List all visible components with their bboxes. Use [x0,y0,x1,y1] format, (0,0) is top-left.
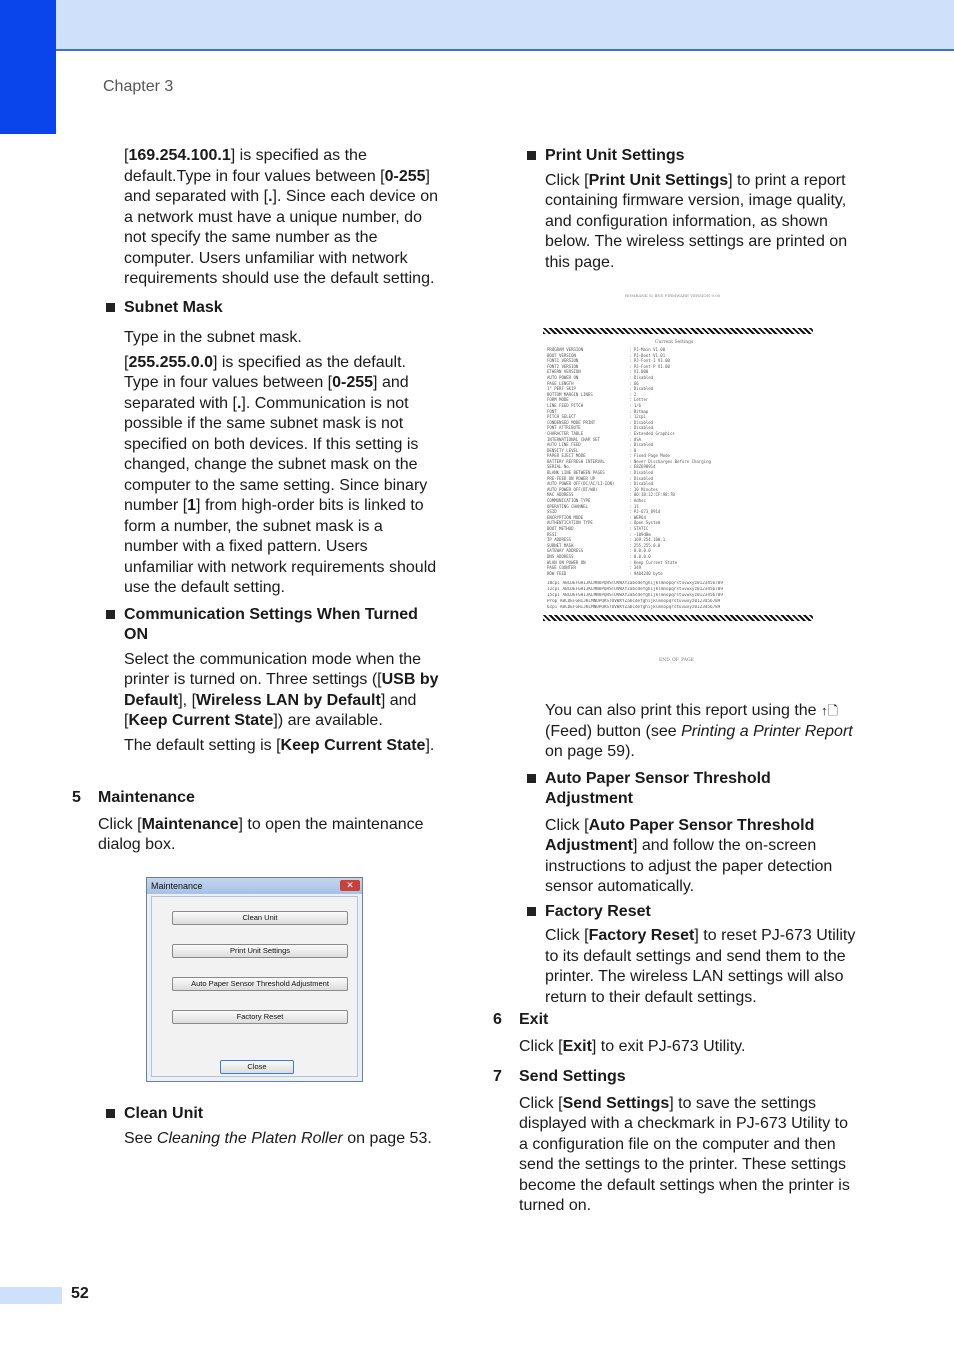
send-settings-paragraph: Click [Send Settings] to save the settings displayed with a checkmark in PJ-673 Utility to a configuration file on the computer and then send the settings to the printer. These settings become the default settings when the printer is turned on. [519,1094,850,1214]
clean-unit-heading: Clean Unit [124,1104,454,1125]
report-row-key: FONT1 VERSION [547,358,579,364]
report-row-value: : Disabled [629,470,654,476]
report-row-key: SUBNET MASK [547,542,574,548]
report-row-value: : Fixed Page Mode [629,453,670,459]
report-row-value: : 0.0.0.0 [629,548,651,554]
report-sample-line: 12cpi ABCDEFGHIJKLMNOPQRSTUVWXYZabcdefghijklmnopqrstuvwxyz0123456789 [547,587,723,592]
report-row-key: ROW FEED [547,570,567,576]
report-row-value: : Extended Graphics [629,430,675,436]
report-row-value: : Disabled [629,425,654,431]
chapter-label: Chapter 3 [103,78,174,95]
report-row [547,571,809,577]
report-row-value: : Keep Current State [629,559,678,565]
ip-address-paragraph: [169.254.100.1] is specified as the default.Type in four values between [0-255] and separated with [.]. Since each device on a network must have a unique number, do not specify the same number as the computer. Users unfamiliar with network requirements should use the default setting. [124,147,438,287]
report-row-value: : 66 [629,380,639,386]
report-row-value: : WEP64 [629,514,646,520]
maintenance-section [72,788,440,856]
report-row-value: : USA [629,436,642,442]
report-bottom-border [543,615,813,621]
report-row-key: MAC ADDRESS [547,492,574,498]
report-row-key: FONT ATTRIBUTE [547,425,581,431]
settings-report-image [543,293,813,678]
report-row-key: COMMUNICATION TYPE [547,498,591,504]
report-row-key: PROGRAM VERSION [547,347,584,352]
report-row-key: FONT2 VERSION [547,363,579,369]
report-row-key: FONT [547,408,557,414]
report-row-value: : 9404240 byte [629,570,663,576]
report-row-value: : Adhoc [629,498,646,504]
auto-paper-paragraph: Click [Auto Paper Sensor Threshold Adjustment] and follow the on-screen instructions to adjust the paper detection sensor automatically. [545,816,833,895]
report-row-value: : Disabled [629,386,654,392]
feed-button-paragraph: You can also print this report using the ↑🗋 (Feed) button (see Printing a Printer Report on page 59). [545,702,853,760]
dialog-title: Maintenance [151,881,203,891]
report-row-value: : Bitmap [629,408,649,414]
comm-settings-heading: Communication Settings When Turned ON [124,605,440,646]
report-row-key: INTERNATIONAL CHAR SET [547,436,600,442]
report-row-key: SERIAL No. [547,464,572,470]
report-row-value: : 2 [629,391,637,397]
report-row-key: BATTERY REFRESH INTERVAL [547,458,605,464]
report-title: Current Settings [655,340,694,345]
report-rows [547,347,809,576]
report-row-key: OPERATING CHANNEL [547,503,588,509]
maintenance-heading: 5 Maintenance [72,789,195,806]
report-row-key: SSID [547,509,557,515]
right-lower-column [545,701,861,1008]
report-row-key: PAPER EJECT MODE [547,453,586,459]
report-row-key: DENSITY LEVEL [547,447,579,453]
print-unit-settings-button[interactable]: Print Unit Settings [172,944,348,958]
report-sample-line: Prop ABCDEFGHIJKLMNOPQRSTUVWXYZabcdefghijklmnopqrstuvwxyz0123456789 [547,599,721,604]
report-row-value: : 12cpi [629,414,646,420]
report-end-of-page: END_OF_PAGE [659,658,694,663]
report-row-value: : 1/6 [629,402,642,408]
report-row-key: PAGE COUNTER [547,565,576,571]
report-row-value: : 255.255.0.0 [629,542,661,548]
subnet-mask-paragraph: [255.255.0.0] is specified as the default. Type in four values between [0-255] and separated with [.]. Communication is not possible if the same subnet mask is not specified on both devices. If this setting is changed, change the subnet mask on the computer to the same setting. Since binary number [1] from high-order bits is linked to form a number, the subnet mask is a number with a fixed pattern. Users unfamiliar with network requirements should use the default setting. [124,353,437,596]
report-row-key: DNS ADDRESS [547,553,574,559]
report-row-value: : Disabled [629,374,654,380]
print-unit-section [545,146,861,273]
report-row-value: : PJ-Main V1.00 [629,347,666,352]
report-row-key: GATEWAY ADDRESS [547,548,584,554]
top-header-bar [0,0,954,51]
report-row-value: : Disabled [629,481,654,487]
report-row-value: : Open System [629,520,661,526]
report-row-key: PITCH SELECT [547,414,576,420]
report-row-key: BOOT VERSION [547,352,576,358]
report-sample-line: 10cpi ABCDEFGHIJKLMNOPQRSTUVWXYZabcdefghijklmnopqrstuvwxyz0123456789 [547,581,723,586]
report-header: ROMBANK S/ BNS FIRMWARE VERSION 0.00 [625,293,721,298]
report-row-value: : -109dBm [629,531,651,537]
report-row-key: ETHERN VERSION [547,369,581,375]
report-row-key: AUTO POWER OFF(BT/WB) [547,486,598,492]
report-row-key: AUTHENTICATION TYPE [547,520,593,526]
factory-reset-heading: Factory Reset [545,902,861,923]
report-row-value: : 00:1B:12:CF:98:7B [629,492,675,498]
exit-heading: 6 Exit [493,1011,549,1028]
report-row-key: RSSI [547,531,557,537]
report-row-value: : Disabled [629,419,654,425]
report-row-value: : 0.0.0.0 [629,553,651,559]
subnet-mask-heading: Subnet Mask [124,298,440,319]
report-row-key: WLAN ON POWER ON [547,559,586,565]
report-row-value: : PJ-673_8914 [629,509,661,515]
close-icon[interactable]: ✕ [340,880,360,891]
report-top-border [543,328,813,334]
dialog-body [151,896,358,1077]
exit-send-section [493,1010,861,1217]
print-unit-paragraph: Click [Print Unit Settings] to print a report containing firmware version, image quality, and configuration information, as shown below. The wireless settings are printed on this page. [545,171,848,271]
report-row-key: AUTO POWER OFF(DC/AC/LI-ION) [547,481,615,487]
report-row-value: : 169.254.100.1 [629,537,666,543]
print-unit-heading: Print Unit Settings [545,146,861,167]
exit-paragraph: Click [Exit] to exit PJ-673 Utility. [519,1037,746,1055]
report-sample-line: 6cpi ABCDEFGHIJKLMNOPQRSTUVWXYZabcdefghijklmnopqrstuvwxyz0123456789 [547,605,721,610]
feed-icon: ↑🗋 [821,703,838,718]
clean-unit-section [124,1104,454,1149]
report-row-key: 1" PERF SKIP [547,386,576,392]
report-row-key: CONDENSED MODE PRINT [547,419,596,425]
left-column [124,146,440,762]
subnet-mask-intro: Type in the subnet mask. [124,329,302,346]
report-row-value: : Disabled [629,475,654,481]
chapter-side-tab [0,0,56,134]
report-row-key: CHARACTER TABLE [547,430,584,436]
maintenance-dialog [146,877,363,1082]
comm-settings-paragraph: Select the communication mode when the printer is turned on. Three settings ([USB by Default], [Wireless LAN by Default] and [Keep Current State]) are available. [124,650,439,729]
report-row-value: : V1.000 [629,369,649,375]
report-row-key: LINE FEED PITCH [547,402,584,408]
clean-unit-paragraph: See Cleaning the Platen Roller on page 53. [124,1129,432,1147]
report-row-value: : 10 Minutes [629,486,658,492]
report-row-key: BLANK LINE BETWEEN PAGES [547,470,605,476]
report-row-key: BOTTOM MARGIN LINES [547,391,593,397]
report-row-value: : PJ-Boot V1.01 [629,352,666,358]
report-row-key: BOOT METHOD [547,526,574,531]
page-number: 52 [71,1285,89,1302]
dialog-close-button[interactable]: Close [220,1060,294,1074]
report-row-key: PAGE LENGTH [547,380,574,386]
factory-reset-button[interactable]: Factory Reset [172,1010,348,1024]
maintenance-paragraph: Click [Maintenance] to open the maintenance dialog box. [98,815,424,853]
factory-reset-paragraph: Click [Factory Reset] to reset PJ-673 Utility to its default settings and send them to the printer. The wireless LAN settings will also return to their default settings. [545,927,856,1006]
report-row-value: : PJ-Font-1 V1.00 [629,358,670,364]
dialog-title-bar [147,878,362,894]
comm-default-paragraph: The default setting is [Keep Current State]. [124,736,435,754]
auto-paper-heading: Auto Paper Sensor Threshold Adjustment [545,769,861,810]
clean-unit-button[interactable]: Clean Unit [172,911,348,925]
auto-paper-sensor-button[interactable]: Auto Paper Sensor Threshold Adjustment [172,977,348,991]
report-row-value: : Never Discharges Before Charging [629,458,711,464]
report-row-key: AUTO LINE FEED [547,442,581,448]
report-row-key: ENCRYPTION MODE [547,514,584,520]
report-row-value: : Letter [629,397,649,403]
report-row-value: : E8Z698914 [629,464,656,470]
report-sample-line: 15cpi ABCDEFGHIJKLMNOPQRSTUVWXYZabcdefghijklmnopqrstuvwxyz0123456789 [547,593,723,598]
report-row-value: : STATIC [629,526,649,531]
page-number-bar [0,1287,62,1304]
report-row-key: IP ADDRESS [547,537,572,543]
report-row-key: AUTO POWER ON [547,374,579,380]
report-row-value: : 11 [629,503,639,509]
report-row-value: : 349 [629,565,642,571]
report-row-value: : Disabled [629,442,654,448]
report-row-key: PRE-FEED ON POWER UP [547,475,596,481]
send-settings-heading: 7 Send Settings [493,1068,626,1085]
report-row-key: FORM MODE [547,397,569,403]
report-row-value: : PJ-Font-P V1.00 [629,363,670,369]
report-row-value: : 0 [629,447,637,453]
